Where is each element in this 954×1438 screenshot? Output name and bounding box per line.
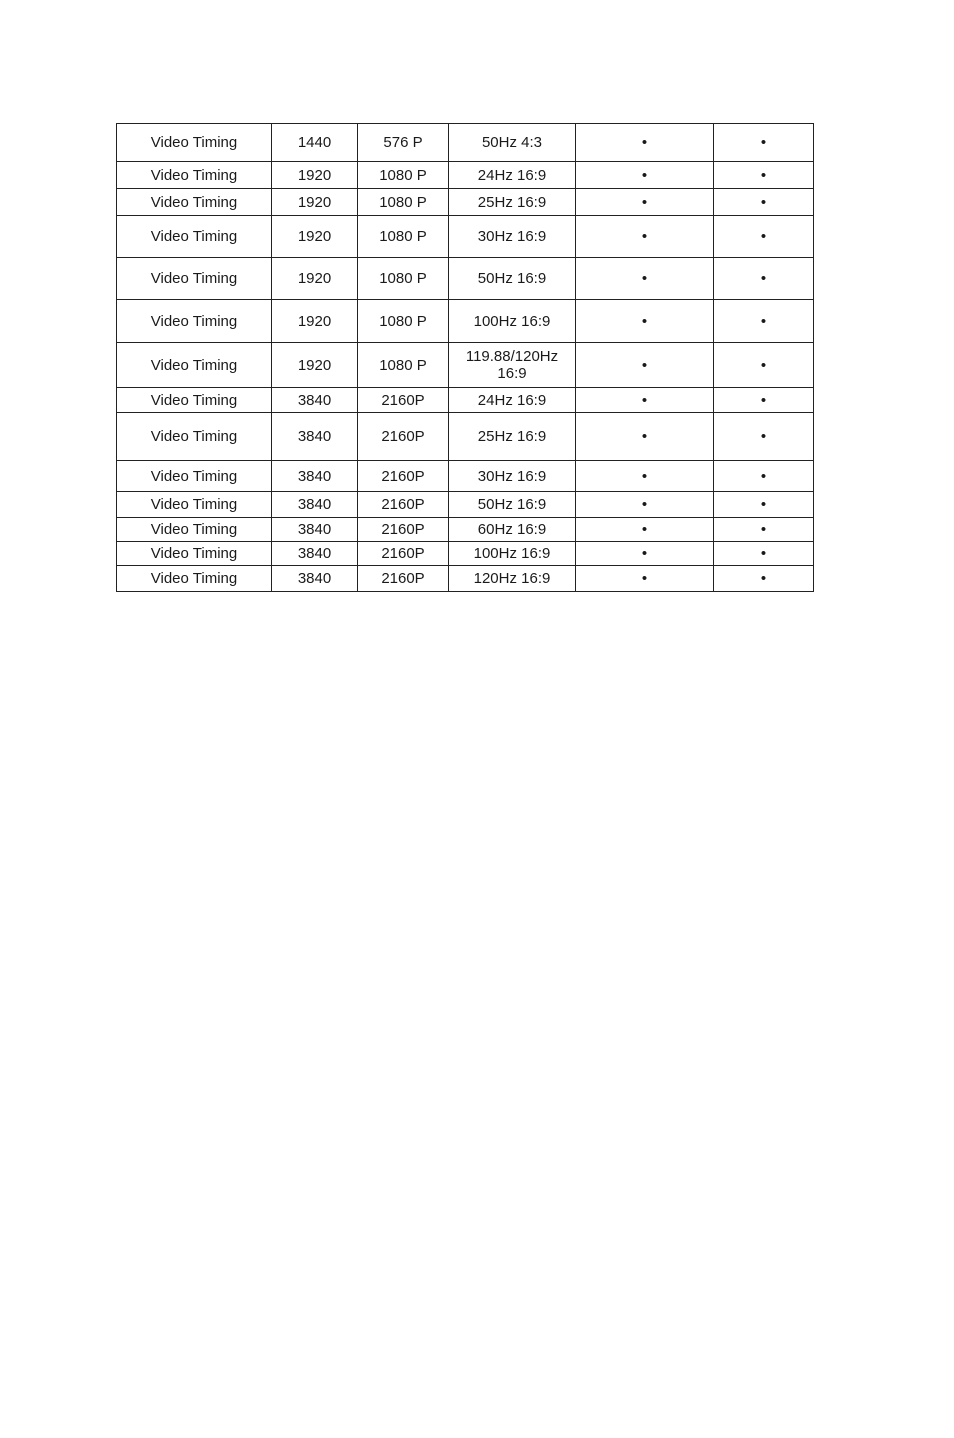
- cell-horizontal: 1920: [272, 216, 358, 258]
- cell-rate: 100Hz 16:9: [449, 542, 576, 566]
- cell-support-b: •: [714, 300, 814, 343]
- cell-support-b: •: [714, 413, 814, 461]
- table-row: [117, 566, 814, 592]
- cell-vertical: 2160P: [358, 492, 449, 518]
- cell-rate: 60Hz 16:9: [449, 518, 576, 542]
- cell-rate: 24Hz 16:9: [449, 162, 576, 189]
- cell-vertical: 2160P: [358, 566, 449, 592]
- cell-type: Video Timing: [117, 542, 272, 566]
- cell-support-a: •: [576, 258, 714, 300]
- cell-type: Video Timing: [117, 300, 272, 343]
- cell-type: Video Timing: [117, 388, 272, 413]
- cell-type: Video Timing: [117, 413, 272, 461]
- video-timing-table: [116, 123, 814, 592]
- cell-vertical: 1080 P: [358, 258, 449, 300]
- cell-type: Video Timing: [117, 518, 272, 542]
- cell-vertical: 1080 P: [358, 343, 449, 388]
- cell-vertical: 2160P: [358, 461, 449, 492]
- cell-horizontal: 1920: [272, 189, 358, 216]
- cell-rate: 119.88/120Hz 16:9: [449, 343, 576, 388]
- cell-support-a: •: [576, 461, 714, 492]
- cell-support-b: •: [714, 343, 814, 388]
- cell-type: Video Timing: [117, 189, 272, 216]
- table-row: [117, 542, 814, 566]
- cell-support-a: •: [576, 413, 714, 461]
- cell-vertical: 1080 P: [358, 189, 449, 216]
- cell-rate: 50Hz 4:3: [449, 124, 576, 162]
- cell-horizontal: 3840: [272, 388, 358, 413]
- cell-vertical: 1080 P: [358, 300, 449, 343]
- cell-vertical: 2160P: [358, 518, 449, 542]
- table-row: [117, 413, 814, 461]
- cell-support-a: •: [576, 388, 714, 413]
- cell-support-a: •: [576, 216, 714, 258]
- cell-support-a: •: [576, 492, 714, 518]
- cell-support-a: •: [576, 542, 714, 566]
- cell-horizontal: 3840: [272, 492, 358, 518]
- cell-support-b: •: [714, 216, 814, 258]
- table-row: [117, 216, 814, 258]
- cell-rate: 30Hz 16:9: [449, 216, 576, 258]
- cell-type: Video Timing: [117, 258, 272, 300]
- cell-support-a: •: [576, 566, 714, 592]
- table-row: [117, 518, 814, 542]
- cell-vertical: 1080 P: [358, 216, 449, 258]
- cell-rate: 25Hz 16:9: [449, 413, 576, 461]
- cell-vertical: 2160P: [358, 542, 449, 566]
- cell-support-b: •: [714, 461, 814, 492]
- cell-horizontal: 3840: [272, 542, 358, 566]
- cell-type: Video Timing: [117, 492, 272, 518]
- cell-horizontal: 3840: [272, 413, 358, 461]
- cell-horizontal: 3840: [272, 566, 358, 592]
- cell-type: Video Timing: [117, 216, 272, 258]
- cell-horizontal: 3840: [272, 461, 358, 492]
- table-row: [117, 388, 814, 413]
- table-row: [117, 461, 814, 492]
- cell-horizontal: 3840: [272, 518, 358, 542]
- cell-horizontal: 1440: [272, 124, 358, 162]
- cell-rate: 50Hz 16:9: [449, 492, 576, 518]
- cell-rate: 25Hz 16:9: [449, 189, 576, 216]
- cell-support-a: •: [576, 343, 714, 388]
- table-row: [117, 124, 814, 162]
- table-row: [117, 492, 814, 518]
- cell-support-a: •: [576, 162, 714, 189]
- cell-type: Video Timing: [117, 343, 272, 388]
- cell-vertical: 2160P: [358, 388, 449, 413]
- cell-type: Video Timing: [117, 461, 272, 492]
- cell-support-b: •: [714, 566, 814, 592]
- cell-rate: 24Hz 16:9: [449, 388, 576, 413]
- cell-horizontal: 1920: [272, 258, 358, 300]
- cell-support-b: •: [714, 162, 814, 189]
- cell-support-a: •: [576, 518, 714, 542]
- cell-horizontal: 1920: [272, 343, 358, 388]
- cell-support-b: •: [714, 518, 814, 542]
- cell-type: Video Timing: [117, 162, 272, 189]
- cell-support-b: •: [714, 388, 814, 413]
- cell-rate: 120Hz 16:9: [449, 566, 576, 592]
- cell-rate: 30Hz 16:9: [449, 461, 576, 492]
- cell-support-a: •: [576, 300, 714, 343]
- cell-vertical: 2160P: [358, 413, 449, 461]
- cell-support-a: •: [576, 189, 714, 216]
- cell-rate: 50Hz 16:9: [449, 258, 576, 300]
- table-row: [117, 189, 814, 216]
- cell-horizontal: 1920: [272, 162, 358, 189]
- cell-type: Video Timing: [117, 566, 272, 592]
- cell-horizontal: 1920: [272, 300, 358, 343]
- cell-support-a: •: [576, 124, 714, 162]
- cell-support-b: •: [714, 189, 814, 216]
- cell-type: Video Timing: [117, 124, 272, 162]
- cell-support-b: •: [714, 492, 814, 518]
- table-row: [117, 300, 814, 343]
- cell-support-b: •: [714, 258, 814, 300]
- table-body: [117, 124, 814, 592]
- cell-support-b: •: [714, 542, 814, 566]
- cell-rate: 100Hz 16:9: [449, 300, 576, 343]
- table-row: [117, 258, 814, 300]
- table-row: [117, 343, 814, 388]
- cell-support-b: •: [714, 124, 814, 162]
- cell-vertical: 576 P: [358, 124, 449, 162]
- cell-vertical: 1080 P: [358, 162, 449, 189]
- table-row: [117, 162, 814, 189]
